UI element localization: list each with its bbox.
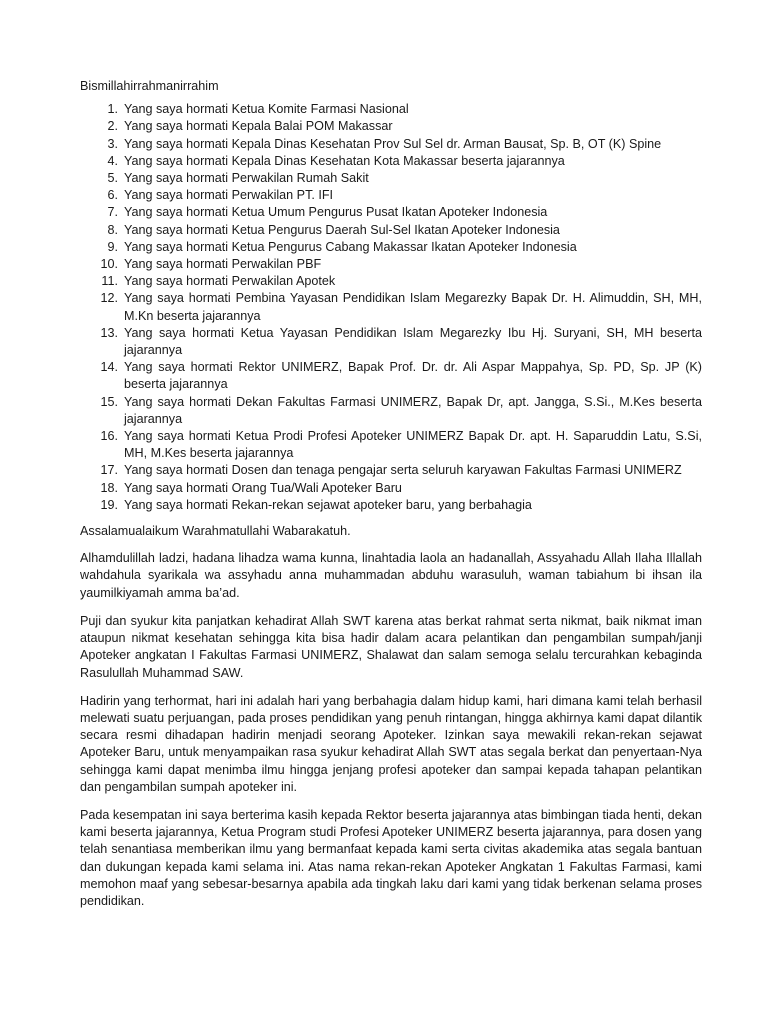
- list-number: 1.: [107, 102, 118, 117]
- list-number: 7.: [107, 205, 118, 220]
- list-item: [80, 359, 702, 393]
- list-item-text: Yang saya hormati Pembina Yayasan Pendidikan Islam Megarezky Bapak Dr. H. Alimuddin, SH, MH, M.Kn beserta jajarannya: [124, 291, 702, 323]
- list-number: 5.: [107, 171, 118, 186]
- list-item-text: Yang saya hormati Perwakilan PBF: [124, 257, 322, 272]
- list-item-text: Yang saya hormati Rekan-rekan sejawat apoteker baru, yang berbahagia: [124, 497, 532, 512]
- list-item: [80, 480, 702, 497]
- list-item-text: Yang saya hormati Perwakilan PT. IFI: [124, 188, 334, 203]
- list-item: [80, 101, 702, 118]
- list-number: 12.: [100, 291, 118, 306]
- opening-line: Bismillahirrahmanirrahim: [80, 79, 219, 93]
- list-item: [80, 153, 702, 170]
- document-page: [80, 78, 702, 921]
- list-item-text: Yang saya hormati Ketua Pengurus Daerah Sul-Sel Ikatan Apoteker Indonesia: [124, 222, 560, 237]
- list-item-text: Yang saya hormati Kepala Dinas Kesehatan Prov Sul Sel dr. Arman Bausat, Sp. B, OT (K) Spine: [124, 136, 662, 151]
- list-number: 17.: [100, 463, 118, 478]
- list-item: [80, 428, 702, 462]
- greetings-list: [80, 101, 702, 514]
- list-item: [80, 136, 702, 153]
- list-item-text: Yang saya hormati Ketua Yayasan Pendidikan Islam Megarezky Ibu Hj. Suryani, SH, MH beserta jajarannya: [124, 325, 702, 358]
- salam-line: Assalamualaikum Warahmatullahi Wabarakatuh.: [80, 524, 351, 539]
- list-item: [80, 325, 702, 359]
- list-item: [80, 290, 702, 324]
- list-number: 11.: [101, 274, 118, 289]
- paragraph-audience: Hadirin yang terhormat, hari ini adalah hari yang berbahagia dalam hidup kami, hari dimana kami telah berhasil melewati suatu perjuangan, pada proses pendidikan yang penuh rintangan, hingga akhirnya kami dapat dilantik secara resmi dihadapan hadirin menjadi seorang Apoteker. Izinkan saya mewakili rekan-rekan sejawat Apoteker Baru, untuk menyampaikan rasa syukur kehadirat Allah SWT atas segala berkat dan penyertaan-Nya sehingga kami dapat menimba ilmu hingga jenjang profesi apoteker dan sampai kepada tahapan pelantikan dan pengambilan sumpah apoteker ini.: [80, 693, 702, 794]
- list-item: [80, 256, 702, 273]
- list-item: [80, 273, 702, 290]
- list-number: 18.: [100, 480, 118, 495]
- list-number: 10.: [100, 257, 118, 272]
- list-number: 4.: [107, 153, 118, 168]
- list-item-text: Yang saya hormati Kepala Balai POM Makassar: [124, 119, 393, 134]
- list-item-text: Yang saya hormati Rektor UNIMERZ, Bapak Prof. Dr. dr. Ali Aspar Mappahya, Sp. PD, Sp. JP (K) beserta jajarannya: [124, 360, 702, 392]
- list-item-text: Yang saya hormati Perwakilan Rumah Sakit: [124, 171, 369, 186]
- list-item: [80, 239, 702, 256]
- paragraph-thanks: Pada kesempatan ini saya berterima kasih kepada Rektor beserta jajarannya atas bimbingan tiada henti, dekan kami beserta jajarannya, Ketua Program studi Profesi Apoteker UNIMERZ beserta jajarannya, para dosen yang telah senantiasa memberikan ilmu yang bermanfaat kepada kami serta civitas akademika atas segala bantuan dan dukungan kepada kami selama ini. Atas nama rekan-rekan Apoteker Angkatan 1 Fakultas Farmasi, kami memohon maaf yang sebesar-besarnya apabila ada tingkah laku dari kami yang tidak berkenan selama proses pendidikan.: [80, 807, 702, 908]
- list-item: [80, 118, 702, 135]
- list-number: 15.: [100, 394, 118, 409]
- list-item-text: Yang saya hormati Dosen dan tenaga pengajar serta seluruh karyawan Fakultas Farmasi UNIMERZ: [124, 463, 682, 478]
- list-item-text: Yang saya hormati Ketua Prodi Profesi Apoteker UNIMERZ Bapak Dr. apt. H. Saparuddin Latu, S.Si, MH, M.Kes beserta jajarannya: [124, 429, 702, 461]
- list-item-text: Yang saya hormati Dekan Fakultas Farmasi UNIMERZ, Bapak Dr, apt. Jangga, S.Si., M.Kes beserta jajarannya: [124, 394, 702, 426]
- list-number: 6.: [107, 188, 118, 203]
- list-number: 8.: [107, 222, 118, 237]
- list-number: 14.: [100, 360, 118, 375]
- list-item-text: Yang saya hormati Ketua Komite Farmasi Nasional: [124, 102, 409, 117]
- list-item-text: Yang saya hormati Kepala Dinas Kesehatan Kota Makassar beserta jajarannya: [124, 153, 565, 168]
- list-item-text: Yang saya hormati Orang Tua/Wali Apoteker Baru: [124, 480, 402, 495]
- list-item: [80, 497, 702, 514]
- list-number: 2.: [107, 119, 118, 134]
- list-item: [80, 462, 702, 479]
- list-number: 13.: [100, 325, 118, 340]
- list-item: [80, 204, 702, 221]
- list-item: [80, 222, 702, 239]
- paragraph-opening-prayer: Alhamdulillah ladzi, hadana lihadza wama kunna, linahtadia laola an hadanallah, Assyahadu Allah Ilaha Illallah wahdahula syarikala wa assyhadu anna muhammadan abduhu warasuluh, waman tabiahum bi ihsan ila yaumilkiyamah amma ba’ad.: [80, 551, 702, 600]
- list-item-text: Yang saya hormati Ketua Pengurus Cabang Makassar Ikatan Apoteker Indonesia: [124, 239, 577, 254]
- list-item: [80, 394, 702, 428]
- list-item: [80, 170, 702, 187]
- list-item: [80, 187, 702, 204]
- list-number: 16.: [100, 429, 118, 444]
- paragraph-gratitude: Puji dan syukur kita panjatkan kehadirat Allah SWT karena atas berkat rahmat serta nikmat, baik nikmat iman ataupun nikmat kesehatan sehingga kita bisa hadir dalam acara pelantikan dan pengambilan sumpah/janji Apoteker angkatan I Fakultas Farmasi UNIMERZ, Shalawat dan salam semoga selalu tercurahkan kebaginda Rasulullah Muhammad SAW.: [80, 613, 702, 680]
- list-item-text: Yang saya hormati Ketua Umum Pengurus Pusat Ikatan Apoteker Indonesia: [124, 205, 548, 220]
- list-number: 19.: [100, 497, 118, 512]
- list-item-text: Yang saya hormati Perwakilan Apotek: [124, 274, 336, 289]
- list-number: 3.: [107, 136, 118, 151]
- list-number: 9.: [107, 239, 118, 254]
